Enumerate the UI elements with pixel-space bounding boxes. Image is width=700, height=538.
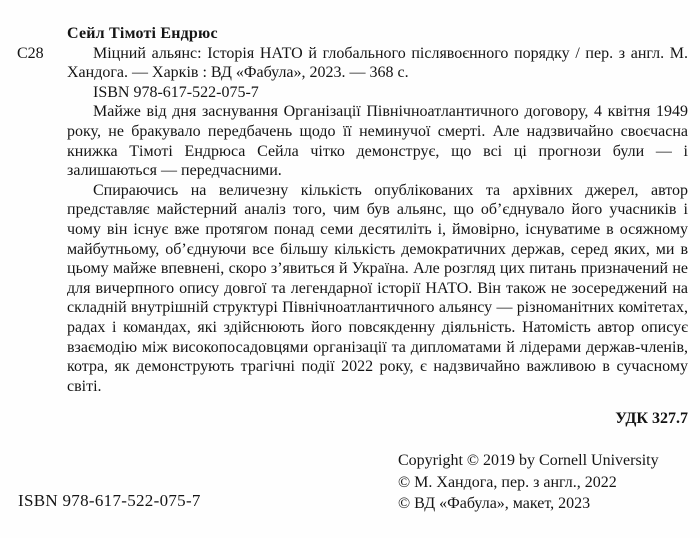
classification-code: С28 — [17, 44, 44, 62]
author-heading: Сейл Тімоті Ендрюс — [67, 25, 218, 42]
annotation-paragraph-1: Майже від дня заснування Організації Північноатлантичного договору, 4 квітня 1949 року, не бракувало передбачень щодо її неминучої смерті. Але надзвичайно своєчасна книжка Тімоті Ендрюса Сейла чітко демонструє, що всі ці прогнози були — і залишаються — передчасними. — [67, 103, 688, 180]
isbn-top: ISBN 978-617-522-075-7 — [93, 83, 259, 101]
copyright-line-original: Copyright © 2019 by Cornell University — [398, 452, 659, 469]
udk-code: УДК 327.7 — [615, 410, 688, 428]
bibliographic-record-text: Міцний альянс: Історія НАТО й глобального післявоєнного порядку / пер. з англ. М. Хандога. — Харків : ВД «Фабула», 2023. — 368 с. — [67, 44, 688, 82]
copyright-line-publisher: © ВД «Фабула», макет, 2023 — [398, 495, 591, 512]
imprint-text-block — [17, 24, 688, 429]
copyright-line-translation: © М. Хандога, пер. з англ., 2022 — [398, 473, 617, 491]
bibliographic-record — [17, 44, 688, 83]
annotation-paragraph-2: Спираючись на величезну кількість опублікованих та архівних джерел, автор представляє майстерний аналіз того, чим був альянс, що об’єднувало його учасників і чому він існує вже протягом понад семи десятиліть і, ймовірно, існуватиме в осяжному майбутньому, об’єднуючи все більшу кількість демократичних держав, серед яких, ми в цьому майже впевнені, скоро з’явиться й Україна. Але розгляд цих питань призначений не для вичерпного опису довгої та легендарної історії НАТО. Він також не зосереджений на складній внутрішній структурі Північноатлантичного альянсу — різноманітних комітетах, радах і командах, які здійснюють його повсякденну діяльність. Натомість автор описує взаємодію між високопосадовцями організації та дипломатами й лідерами держав-членів, котра, як демонструють трагічні події 2022 року, є надзвичайно важливою в сучасному світі. — [67, 181, 688, 395]
isbn-bottom: ISBN 978-617-522-075-7 — [18, 491, 201, 510]
copyright-block — [398, 450, 659, 515]
